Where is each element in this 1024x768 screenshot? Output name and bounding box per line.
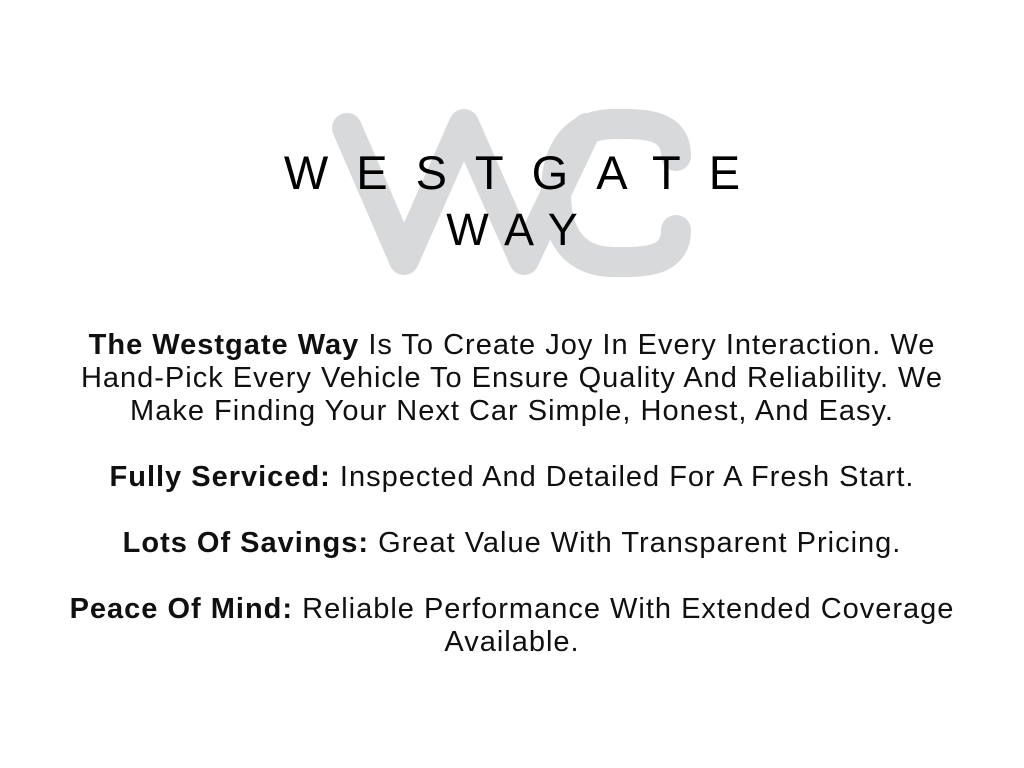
text-line xyxy=(32,461,992,494)
bold-lead: The Westgate Way xyxy=(88,329,360,361)
line-text: Great Value With Transparent Pricing. xyxy=(369,527,902,559)
text-line xyxy=(32,527,992,560)
value-statements xyxy=(32,329,992,659)
paragraph-westgate-way xyxy=(32,329,992,428)
line-text: Hand-Pick Every Vehicle To Ensure Quality And Reliability. We xyxy=(80,362,944,394)
line-text: Reliable Performance With Extended Coverage xyxy=(293,593,955,625)
paragraph-fully-serviced xyxy=(32,461,992,494)
bold-lead: Peace Of Mind: xyxy=(69,593,294,625)
text-line xyxy=(32,395,992,428)
line-text: Is To Create Joy In Every Interaction. We xyxy=(359,329,936,361)
brand-logo xyxy=(0,0,1024,278)
paragraph-peace-of-mind xyxy=(32,593,992,659)
paragraph-lots-of-savings xyxy=(32,527,992,560)
text-line xyxy=(32,593,992,626)
line-text: Available. xyxy=(444,626,580,658)
text-line xyxy=(32,362,992,395)
bold-lead: Lots Of Savings: xyxy=(122,527,370,559)
text-line xyxy=(32,626,992,659)
line-text: Inspected And Detailed For A Fresh Start. xyxy=(330,461,915,493)
brand-wordmark-sub: WAY xyxy=(446,204,595,255)
text-line xyxy=(32,329,992,362)
line-text: Make Finding Your Next Car Simple, Honest, And Easy. xyxy=(130,395,894,427)
bold-lead: Fully Serviced: xyxy=(109,461,331,493)
brand-wordmark: WESTGATE xyxy=(283,146,769,199)
